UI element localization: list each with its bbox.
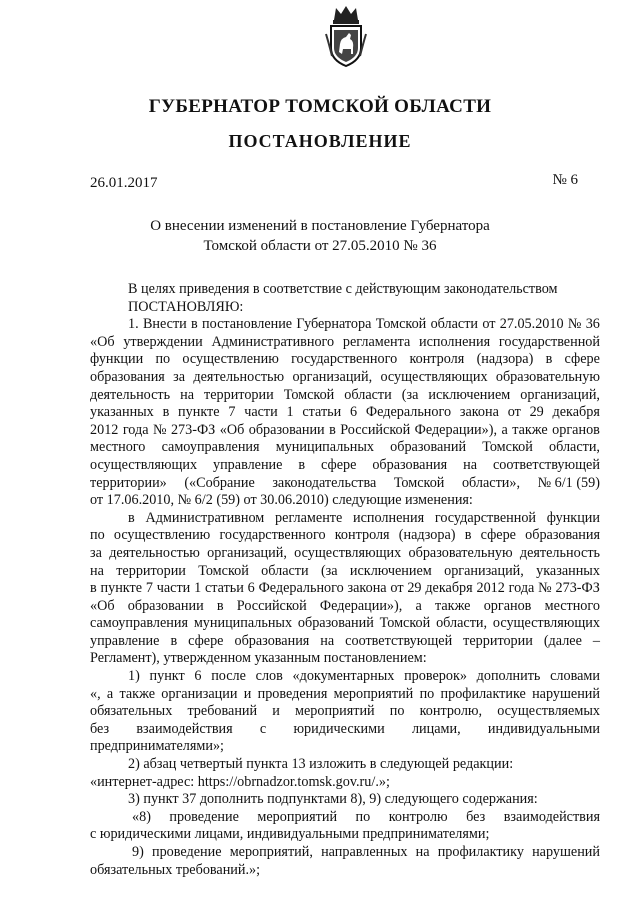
body-word: образовании (248, 421, 325, 438)
body-word: 6 (247, 580, 255, 597)
body-word: пункт (149, 668, 185, 685)
body-word: (надзора) (476, 351, 534, 368)
body-word: государственной (498, 333, 600, 350)
body-word: мероприятий (294, 703, 375, 720)
body-line (90, 369, 600, 387)
body-line (90, 826, 600, 844)
body-word: регламенте (275, 509, 343, 526)
body-word: 27.05.2010 (499, 316, 564, 333)
body-word: словами (550, 668, 600, 685)
body-word: нарушений (532, 685, 600, 702)
body-line (90, 650, 600, 668)
body-word: 2) абзац четвертый пункта 13 изложить в следующей редакции: (128, 756, 514, 773)
body-word: Томской (375, 316, 427, 333)
body-line (90, 721, 600, 739)
body-word: осуществляемых (497, 703, 600, 720)
body-word: Административного (211, 333, 335, 350)
body-word: (надзора) (398, 527, 456, 544)
body-word: № (152, 421, 167, 438)
body-word: «Об (90, 597, 115, 614)
body-word: контролю (388, 808, 448, 825)
body-word: исполнения (419, 333, 491, 350)
body-word: дополнить (476, 668, 541, 685)
body-word: 273-ФЗ (170, 421, 216, 438)
body-word: проверок» (404, 668, 467, 685)
body-word: государственного (291, 351, 398, 368)
body-word: контроля (409, 351, 465, 368)
body-word: функции (90, 351, 144, 368)
body-word: образовании (127, 597, 204, 614)
body-word: слов (255, 668, 283, 685)
body-word: Регламент), утвержденном указанным постановлением: (90, 650, 427, 667)
body-word: 9) (132, 844, 144, 860)
body-word: на (415, 844, 430, 860)
body-word: за (173, 368, 186, 385)
body-word: по (90, 527, 105, 544)
body-word: 1 (194, 580, 202, 597)
body-word: постановление (202, 316, 293, 333)
body-word: сфере (321, 456, 357, 473)
body-word: проведение (152, 844, 222, 860)
body-word: организаций, (292, 368, 373, 385)
body-word: направленных (321, 844, 408, 860)
body-word: лицами, (411, 720, 461, 737)
body-word: области (261, 562, 309, 579)
document-body (90, 281, 600, 879)
body-line (90, 703, 600, 721)
body-word: по (355, 808, 371, 825)
body-word: осуществляющих (492, 615, 600, 632)
body-word: Федерального (365, 404, 452, 421)
body-word: 29 (407, 580, 422, 597)
body-word: статьи (204, 580, 244, 597)
body-word: индивидуальными (487, 720, 600, 737)
body-word: а (106, 685, 114, 702)
body-word: в (329, 421, 336, 438)
body-word: территории (204, 386, 274, 403)
body-word: утверждении (123, 333, 203, 350)
body-word: органов (552, 421, 600, 438)
body-line (90, 492, 600, 510)
body-word: осуществляющих (380, 368, 488, 385)
body-word: Административном (145, 509, 265, 526)
body-line (90, 457, 600, 475)
body-word: пункте (100, 580, 142, 597)
body-word: а (415, 597, 422, 614)
body-word: взаимодействия (136, 720, 233, 737)
body-word: образования (372, 456, 448, 473)
body-word: сфере (480, 527, 516, 544)
body-word: Российской (340, 421, 411, 438)
body-word: Томской (482, 439, 533, 456)
body-word: осуществляющих (294, 544, 402, 561)
body-word: взаимодействия (503, 808, 600, 825)
body-word: осуществляющих (90, 456, 198, 473)
body-word: (далее (543, 632, 582, 649)
body-word: проведения (257, 685, 328, 702)
body-line (90, 615, 600, 633)
body-line (90, 809, 600, 827)
body-word: с юридическими лицами, индивидуальными предпринимателями; (90, 826, 490, 843)
body-word: самоуправления (161, 439, 260, 456)
body-word: за (90, 544, 102, 561)
body-word: контролю, (419, 703, 483, 720)
body-line (90, 475, 600, 493)
body-word: муниципальных (193, 615, 293, 632)
body-word: Томской (393, 474, 445, 491)
body-word: В целях приведения в соответствие с действующим законодательством (128, 281, 558, 297)
body-word: на (90, 562, 104, 579)
body-word: по (155, 351, 171, 368)
body-word: образований (297, 615, 374, 632)
issuer-title: ГУБЕРНАТОР ТОМСКОЙ ОБЛАСТИ (148, 96, 492, 117)
body-word: Внести (142, 316, 187, 333)
coat-of-arms-icon (324, 4, 368, 68)
body-word: образований (390, 439, 467, 456)
body-word: также (512, 421, 548, 438)
body-word: «документарных (292, 668, 395, 685)
body-word: органов (483, 597, 532, 614)
body-word: деятельность (519, 544, 600, 561)
body-word: закона (459, 404, 499, 421)
body-word: также (119, 685, 155, 702)
body-word: («Собрание (184, 474, 255, 491)
body-word: 6 (350, 404, 358, 421)
document-date: 26.01.2017 (90, 175, 158, 191)
body-word: профилактике (440, 685, 526, 702)
body-word: в (191, 316, 198, 333)
body-word: в (298, 456, 306, 473)
body-word: осуществлению (182, 351, 279, 368)
body-word: (за (401, 386, 419, 403)
body-word: – (592, 632, 600, 649)
body-word: на (180, 386, 195, 403)
body-line (90, 633, 600, 651)
body-line (90, 668, 600, 686)
body-word: «8) (132, 808, 151, 825)
body-word: государственной (434, 509, 537, 526)
body-word: 36 (585, 316, 600, 333)
body-line (90, 774, 600, 792)
body-word: указанных (90, 404, 154, 421)
body-word: № 6/1 (59) (537, 474, 600, 491)
body-word: деятельность (90, 386, 171, 403)
body-word: области (430, 316, 479, 333)
body-line (90, 563, 600, 581)
body-line (90, 756, 600, 774)
body-word: юридическими (293, 720, 385, 737)
body-line (90, 387, 600, 405)
body-word: деятельностью (193, 368, 285, 385)
body-word: территории (463, 632, 533, 649)
body-word: исключением (349, 562, 432, 579)
body-word: декабря (552, 404, 600, 421)
body-word: сфере (564, 351, 600, 368)
body-word: указанных (536, 562, 600, 579)
body-line (90, 316, 600, 334)
document-type: ПОСТАНОВЛЕНИЕ (228, 131, 412, 151)
body-word: исполнения (353, 509, 425, 526)
body-word: в (128, 509, 135, 526)
body-word: без (466, 808, 486, 825)
body-word: самоуправления (90, 615, 188, 632)
body-line (90, 299, 600, 317)
body-word: в (464, 527, 472, 544)
body-word: статьи (302, 404, 342, 421)
body-word: пункте (178, 404, 220, 421)
body-word: образовательную (495, 368, 600, 385)
body-word: Федерации»), (319, 597, 403, 614)
body-word: в (170, 632, 178, 649)
body-word: «Об (90, 333, 115, 350)
body-word: 6 (194, 668, 202, 685)
body-word: ПОСТАНОВЛЯЮ: (128, 298, 244, 315)
body-word: а (501, 421, 508, 438)
body-word: по (389, 703, 405, 720)
body-word: на (463, 456, 477, 473)
body-word: закона (347, 580, 387, 597)
body-word: 7 (228, 404, 236, 421)
body-word: профилактику (437, 844, 524, 860)
document-number: № 6 (552, 172, 578, 188)
body-word: 1) (128, 668, 140, 685)
body-word: 3) пункт 37 дополнить подпунктами 8), 9) следующего содержания: (128, 791, 538, 808)
body-word: Федерального (258, 580, 344, 597)
body-word: образования (90, 368, 165, 385)
body-word: 7 (145, 580, 153, 597)
body-word: законодательства (272, 474, 377, 491)
body-line (90, 281, 600, 299)
body-word: 1. (128, 316, 139, 333)
body-word: в (162, 404, 170, 421)
body-word: предпринимателями»; (90, 738, 224, 755)
body-word: Томской (198, 562, 249, 579)
body-word: 1 (286, 404, 294, 421)
body-word: мероприятий, (229, 844, 313, 860)
body-line (90, 527, 600, 545)
body-word: местного (544, 597, 600, 614)
body-word: и (272, 703, 280, 720)
body-word: Российской (236, 597, 307, 614)
body-word: года (508, 580, 535, 597)
body-word: территории» (90, 474, 167, 491)
body-word: от (507, 404, 521, 421)
body-word: управление (90, 632, 160, 649)
body-word: 273-ФЗ (555, 580, 600, 597)
body-line (90, 862, 600, 880)
body-line (90, 334, 600, 352)
body-word: № (538, 580, 552, 597)
body-word: 2012 (476, 580, 505, 597)
body-line (90, 738, 600, 756)
body-line (90, 422, 600, 440)
body-word: области», (461, 474, 521, 491)
body-word: функции (546, 509, 600, 526)
body-line (90, 844, 600, 862)
body-word: мероприятий (333, 685, 414, 702)
body-word: управление (213, 456, 283, 473)
body-word: деятельностью (109, 544, 200, 561)
body-word: без (90, 720, 110, 737)
body-word: в (545, 351, 553, 368)
body-line (90, 580, 600, 598)
body-word: «Об (219, 421, 245, 438)
body-word: декабря (425, 580, 473, 597)
subject-line: Томской области от 27.05.2010 № 36 (203, 238, 437, 254)
body-line (90, 439, 600, 457)
body-word: от (390, 580, 404, 597)
body-word: регламента (342, 333, 411, 350)
body-word: 2012 (90, 421, 119, 438)
body-word: и (243, 685, 252, 702)
body-word: контроля (334, 527, 390, 544)
body-line (90, 404, 600, 422)
body-word: исключением (428, 386, 511, 403)
body-word: сфере (188, 632, 224, 649)
body-word: организаций, (520, 386, 600, 403)
body-word: Томской (283, 386, 335, 403)
body-word: Федерации»), (414, 421, 498, 438)
body-word: организаций, (444, 562, 524, 579)
body-word: соответствующей (345, 632, 453, 649)
body-word: требований (187, 703, 258, 720)
body-word: на (320, 632, 335, 649)
body-line (90, 510, 600, 528)
body-word: № (567, 316, 582, 333)
body-word: после (211, 668, 246, 685)
body-word: муниципальных (275, 439, 374, 456)
body-word: в (216, 597, 224, 614)
body-word: в (90, 580, 97, 597)
body-word: года (122, 421, 149, 438)
body-line (90, 598, 600, 616)
body-word: образовательную (408, 544, 513, 561)
body-word: мероприятий (257, 808, 338, 825)
body-word: от (482, 316, 496, 333)
body-word: части (156, 580, 191, 597)
body-word: обязательных требований.»; (90, 861, 261, 878)
body-word: Губернатора (296, 316, 372, 333)
body-word: организации (161, 685, 238, 702)
body-word: образования (525, 527, 600, 544)
body-word: по (419, 685, 435, 702)
body-word: части (244, 404, 278, 421)
body-word: территории (116, 562, 186, 579)
body-word: нарушений (532, 844, 600, 860)
body-word: государственного (219, 527, 326, 544)
subject-line: О внесении изменений в постановление Губернатора (150, 218, 490, 234)
body-word: также (435, 597, 471, 614)
body-word: с (259, 720, 267, 737)
body-word: области, (436, 615, 488, 632)
body-word: образования (234, 632, 310, 649)
body-word: (за (320, 562, 338, 579)
body-word: местного (90, 439, 146, 456)
body-word: соответствующей (492, 456, 600, 473)
body-word: от 17.06.2010, № 6/2 (59) от 30.06.2010) следующие изменения: (90, 492, 473, 509)
body-word: области (344, 386, 392, 403)
body-word: Томской (379, 615, 431, 632)
document-subject (0, 216, 640, 256)
body-line (90, 545, 600, 563)
body-word: организаций, (207, 544, 287, 561)
body-word: области, (549, 439, 600, 456)
body-line (90, 686, 600, 704)
body-word: осуществлению (113, 527, 211, 544)
body-word: «, (90, 685, 101, 702)
body-line (90, 791, 600, 809)
body-word: 29 (529, 404, 544, 421)
body-line (90, 351, 600, 369)
body-word: обязательных (90, 703, 173, 720)
body-word: «интернет-адрес: https://obrnadzor.tomsk.gov.ru/.»; (90, 773, 390, 790)
body-word: проведение (169, 808, 239, 825)
